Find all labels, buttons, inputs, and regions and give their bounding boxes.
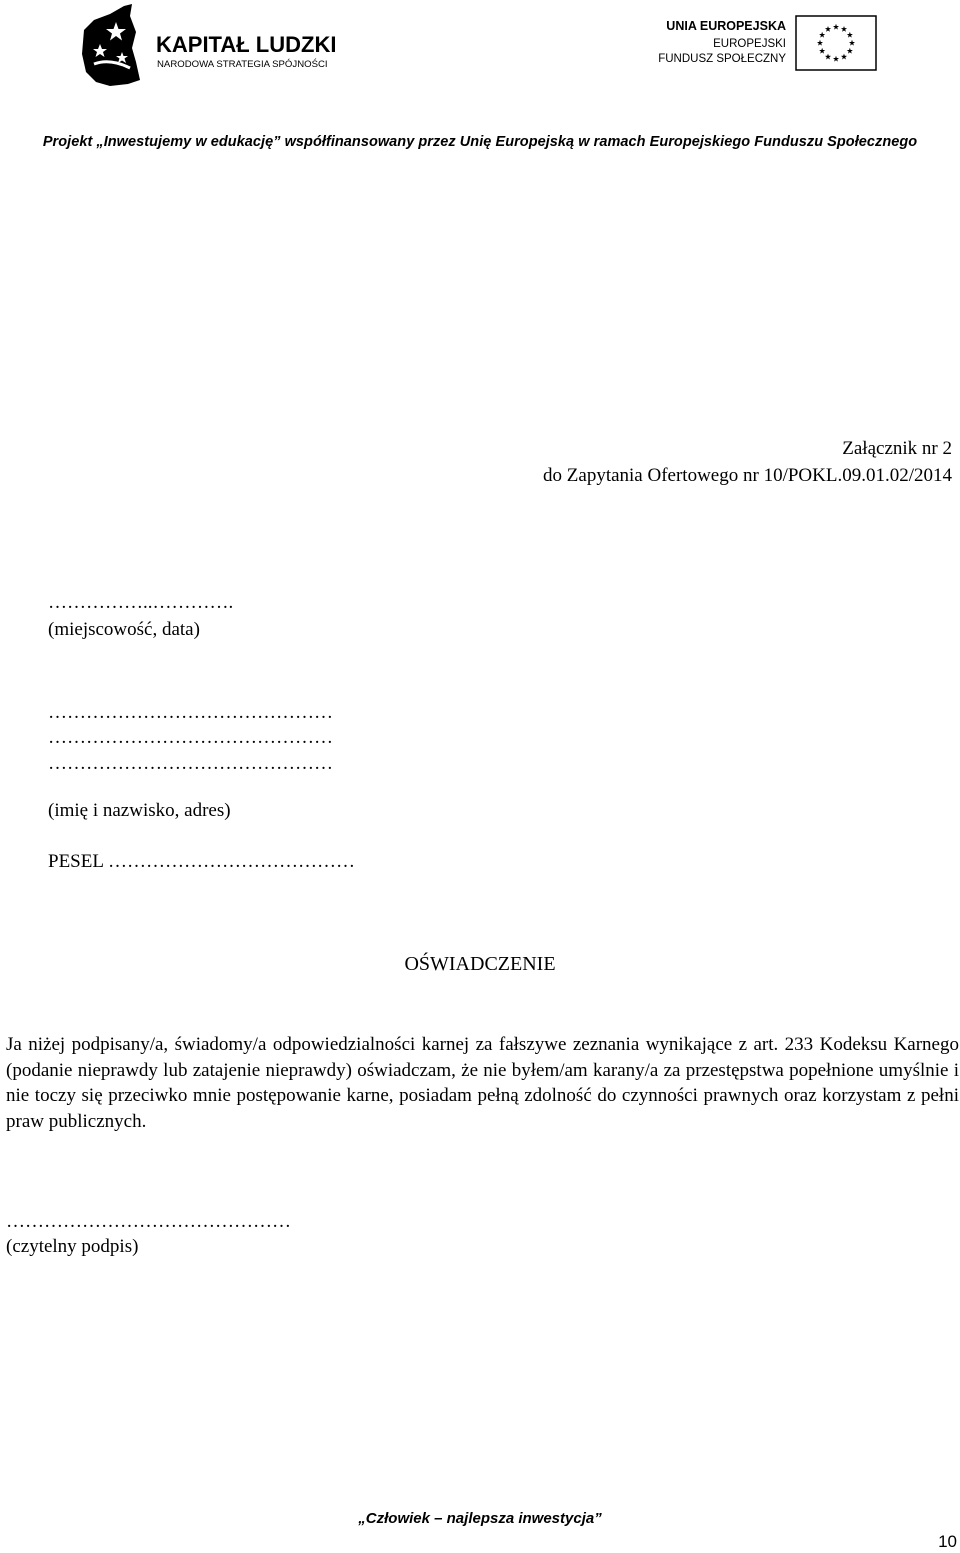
eu-flag-icon [796,16,876,70]
kapital-ludzki-subtitle: NARODOWA STRATEGIA SPÓJNOŚCI [157,59,328,70]
statement-body: Ja niżej podpisany/a, świadomy/a odpowiedzialności karnej za fałszywe zeznania wynikające z art. 233 Kodeksu Karnego (podanie nieprawdy lub zatajenie nieprawdy) oświadczam, że nie byłem/am karany/a za przestępstwa popełnione umyślnie i nie toczy się przeciwko mnie postępowanie karne, posiadam pełną zdolność do czynności prawnych oraz korzystam z pełni praw publicznych. [6,1034,959,1132]
signature-label: (czytelny podpis) [6,1236,139,1257]
place-date-field[interactable]: ……………..…………. [48,592,234,613]
signature-field[interactable]: ……………………………………… [6,1211,291,1232]
eu-logo-line3: FUNDUSZ SPOŁECZNY [658,53,786,65]
eu-logo-line1: UNIA EUROPEJSKA [666,19,786,33]
place-date-label: (miejscowość, data) [48,619,200,640]
kapital-ludzki-title: KAPITAŁ LUDZKI [156,32,337,57]
statement-title: OŚWIADCZENIE [404,953,556,975]
eu-efs-logo [656,14,880,74]
name-address-field-3[interactable]: ……………………………………… [48,753,333,774]
pesel-label: PESEL [48,851,104,872]
annex-reference: do Zapytania Ofertowego nr 10/POKL.09.01.02/2014 [543,465,952,486]
project-line: Projekt „Inwestujemy w edukację” współfinansowany przez Unię Europejską w ramach Europejskiego Funduszu Społecznego [42,134,918,150]
name-address-field-1[interactable]: ……………………………………… [48,702,333,723]
eu-logo-line2: EUROPEJSKI [713,38,786,50]
name-address-field-2[interactable]: ……………………………………… [48,727,333,748]
pesel-field[interactable]: ………………………………… [108,851,355,872]
kapital-ludzki-logo [80,2,360,88]
footer-slogan: „Człowiek – najlepsza inwestycja” [358,1510,602,1527]
page-number: 10 [938,1532,957,1551]
name-address-label: (imię i nazwisko, adres) [48,800,231,821]
pesel-row [48,851,355,873]
annex-number: Załącznik nr 2 [842,438,952,459]
kapital-ludzki-emblem-icon [80,2,360,88]
